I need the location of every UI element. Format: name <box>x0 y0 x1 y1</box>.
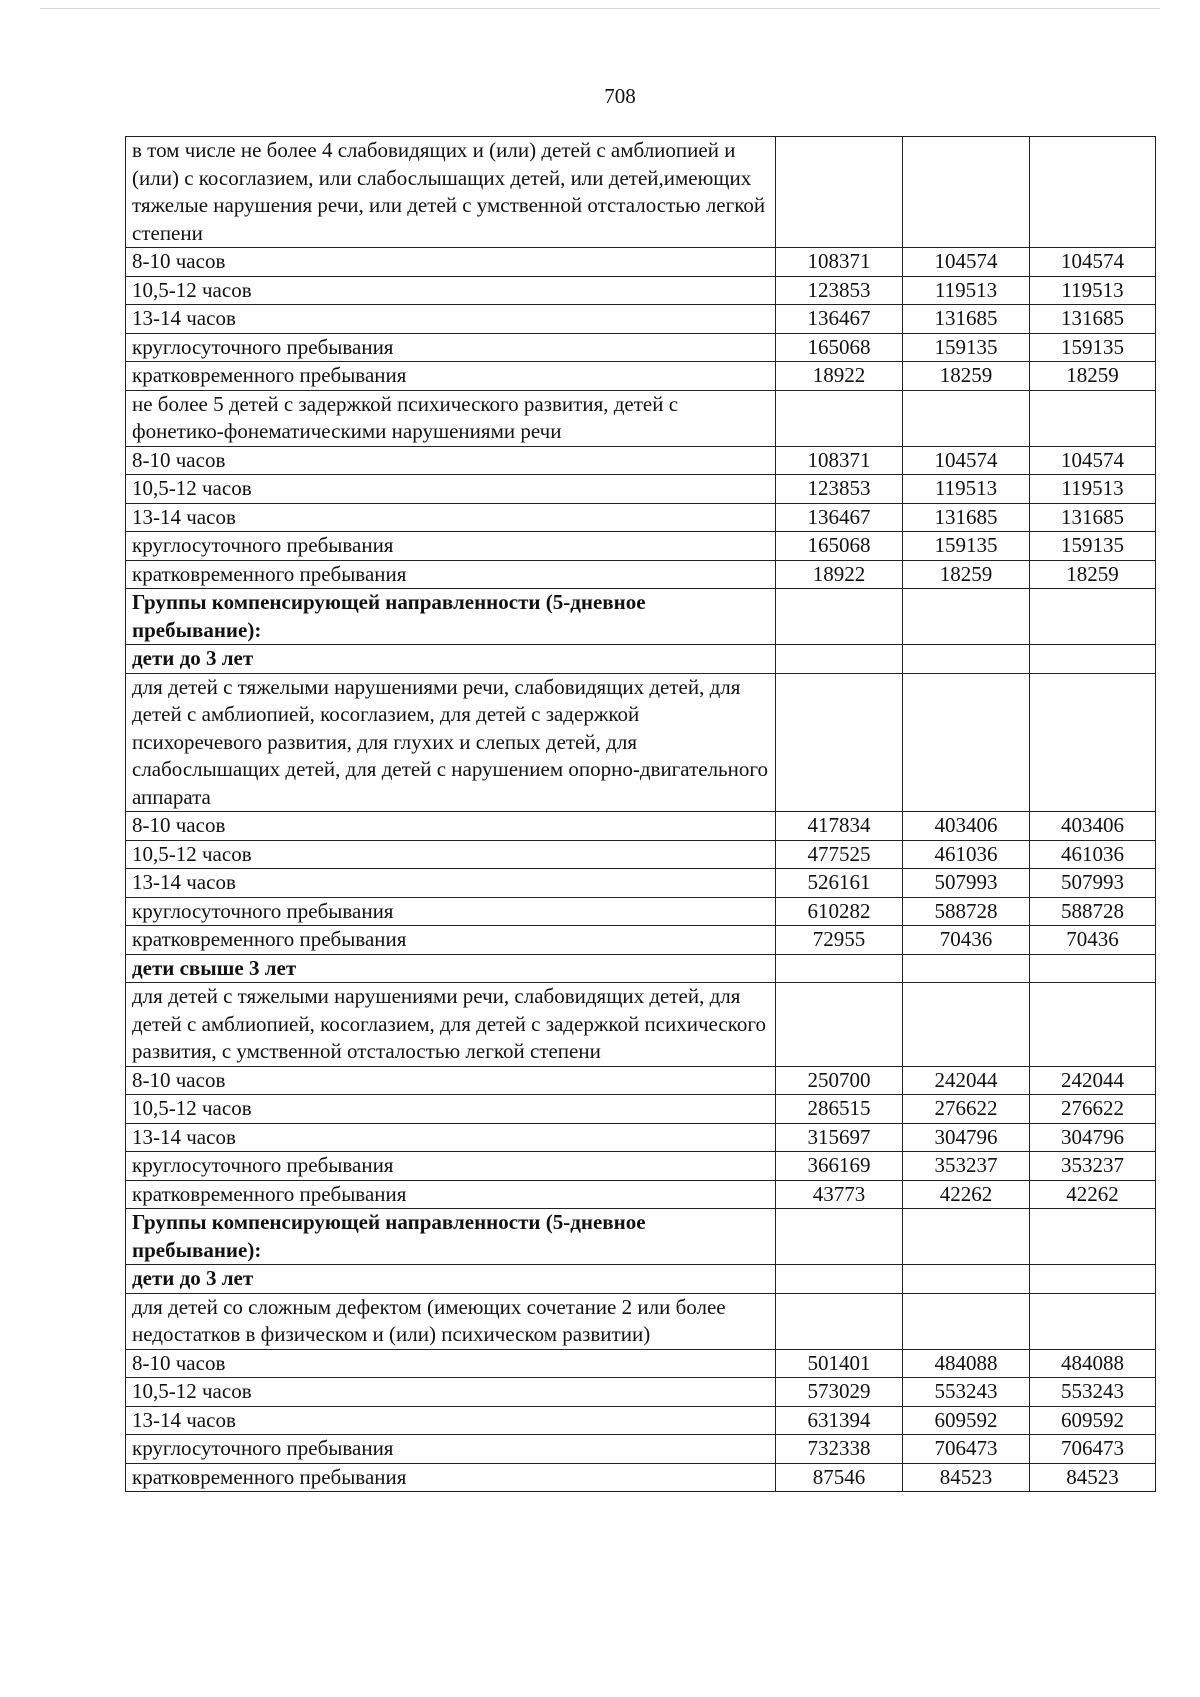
value-cell-col1 <box>776 390 903 446</box>
value-cell-col3: 461036 <box>1030 840 1156 869</box>
value-cell-col1 <box>776 1265 903 1294</box>
value-cell-col3 <box>1030 1265 1156 1294</box>
row-label-cell: 13-14 часов <box>126 305 776 334</box>
row-label-cell: 10,5-12 часов <box>126 1095 776 1124</box>
value-cell-col1: 573029 <box>776 1378 903 1407</box>
table-row <box>126 532 1156 561</box>
tariff-table <box>125 136 1156 1492</box>
value-cell-col2: 119513 <box>903 276 1030 305</box>
row-label-cell: кратковременного пребывания <box>126 362 776 391</box>
value-cell-col2: 706473 <box>903 1435 1030 1464</box>
section-heading-cell: дети до 3 лет <box>126 645 776 674</box>
value-cell-col2: 159135 <box>903 333 1030 362</box>
table-row <box>126 812 1156 841</box>
row-label-cell: кратковременного пребывания <box>126 1180 776 1209</box>
section-heading-cell: Группы компенсирующей направленности (5-дневное пребывание): <box>126 589 776 645</box>
value-cell-col3: 119513 <box>1030 475 1156 504</box>
value-cell-col2: 104574 <box>903 248 1030 277</box>
value-cell-col1: 18922 <box>776 560 903 589</box>
table-row <box>126 1435 1156 1464</box>
value-cell-col3: 484088 <box>1030 1349 1156 1378</box>
value-cell-col1 <box>776 1209 903 1265</box>
table-row <box>126 1066 1156 1095</box>
value-cell-col1: 123853 <box>776 475 903 504</box>
value-cell-col3: 159135 <box>1030 333 1156 362</box>
value-cell-col3: 70436 <box>1030 926 1156 955</box>
table-row <box>126 1378 1156 1407</box>
value-cell-col1: 72955 <box>776 926 903 955</box>
value-cell-col2: 403406 <box>903 812 1030 841</box>
table-row <box>126 1265 1156 1294</box>
table-row <box>126 1293 1156 1349</box>
value-cell-col1: 136467 <box>776 305 903 334</box>
row-label-cell: круглосуточного пребывания <box>126 1152 776 1181</box>
value-cell-col2: 484088 <box>903 1349 1030 1378</box>
row-label-cell: круглосуточного пребывания <box>126 897 776 926</box>
row-label-cell: 8-10 часов <box>126 248 776 277</box>
row-label-cell: 13-14 часов <box>126 1406 776 1435</box>
value-cell-col2: 304796 <box>903 1123 1030 1152</box>
table-row <box>126 983 1156 1067</box>
section-heading-cell: дети свыше 3 лет <box>126 954 776 983</box>
value-cell-col3: 706473 <box>1030 1435 1156 1464</box>
table-row <box>126 926 1156 955</box>
value-cell-col3 <box>1030 983 1156 1067</box>
value-cell-col2: 104574 <box>903 446 1030 475</box>
value-cell-col1: 165068 <box>776 532 903 561</box>
value-cell-col3 <box>1030 390 1156 446</box>
row-label-cell: круглосуточного пребывания <box>126 532 776 561</box>
value-cell-col3: 276622 <box>1030 1095 1156 1124</box>
value-cell-col3: 42262 <box>1030 1180 1156 1209</box>
row-label-cell: в том числе не более 4 слабовидящих и (или) детей с амблиопией и (или) с косоглазием, или слабослышащих детей, или детей,имеющих тяжелые нарушения речи, или детей с умственной отсталостью легкой степени <box>126 137 776 248</box>
table-row <box>126 673 1156 812</box>
value-cell-col1: 631394 <box>776 1406 903 1435</box>
value-cell-col2: 119513 <box>903 475 1030 504</box>
table-row <box>126 446 1156 475</box>
value-cell-col2: 131685 <box>903 503 1030 532</box>
table-row <box>126 954 1156 983</box>
row-label-cell: 10,5-12 часов <box>126 276 776 305</box>
table-row <box>126 645 1156 674</box>
value-cell-col3: 131685 <box>1030 503 1156 532</box>
value-cell-col2: 18259 <box>903 560 1030 589</box>
table-row <box>126 840 1156 869</box>
table-row <box>126 1180 1156 1209</box>
row-label-cell: кратковременного пребывания <box>126 560 776 589</box>
row-label-cell: круглосуточного пребывания <box>126 1435 776 1464</box>
value-cell-col2 <box>903 1265 1030 1294</box>
value-cell-col2 <box>903 1293 1030 1349</box>
value-cell-col1: 366169 <box>776 1152 903 1181</box>
value-cell-col2 <box>903 673 1030 812</box>
value-cell-col1: 136467 <box>776 503 903 532</box>
value-cell-col3: 84523 <box>1030 1463 1156 1492</box>
value-cell-col3: 304796 <box>1030 1123 1156 1152</box>
table-row <box>126 305 1156 334</box>
table-row <box>126 589 1156 645</box>
row-label-cell: 10,5-12 часов <box>126 840 776 869</box>
row-label-cell: 8-10 часов <box>126 446 776 475</box>
table-row <box>126 137 1156 248</box>
table-row <box>126 503 1156 532</box>
value-cell-col1: 123853 <box>776 276 903 305</box>
value-cell-col1: 87546 <box>776 1463 903 1492</box>
value-cell-col2 <box>903 1209 1030 1265</box>
value-cell-col1: 250700 <box>776 1066 903 1095</box>
value-cell-col2: 353237 <box>903 1152 1030 1181</box>
row-label-cell: 10,5-12 часов <box>126 475 776 504</box>
value-cell-col2 <box>903 589 1030 645</box>
value-cell-col1: 501401 <box>776 1349 903 1378</box>
section-heading-cell: Группы компенсирующей направленности (5-дневное пребывание): <box>126 1209 776 1265</box>
row-label-cell: 13-14 часов <box>126 1123 776 1152</box>
value-cell-col3: 104574 <box>1030 446 1156 475</box>
value-cell-col2: 507993 <box>903 869 1030 898</box>
table-row <box>126 1123 1156 1152</box>
value-cell-col1: 526161 <box>776 869 903 898</box>
value-cell-col1 <box>776 954 903 983</box>
value-cell-col2: 276622 <box>903 1095 1030 1124</box>
value-cell-col1 <box>776 983 903 1067</box>
value-cell-col2: 84523 <box>903 1463 1030 1492</box>
value-cell-col1: 417834 <box>776 812 903 841</box>
table-row <box>126 390 1156 446</box>
value-cell-col3: 507993 <box>1030 869 1156 898</box>
value-cell-col3 <box>1030 673 1156 812</box>
value-cell-col1: 732338 <box>776 1435 903 1464</box>
value-cell-col3: 18259 <box>1030 560 1156 589</box>
value-cell-col2 <box>903 390 1030 446</box>
value-cell-col1: 315697 <box>776 1123 903 1152</box>
value-cell-col3 <box>1030 1293 1156 1349</box>
value-cell-col1: 477525 <box>776 840 903 869</box>
value-cell-col3: 403406 <box>1030 812 1156 841</box>
value-cell-col2: 42262 <box>903 1180 1030 1209</box>
value-cell-col2: 609592 <box>903 1406 1030 1435</box>
row-label-cell: для детей со сложным дефектом (имеющих сочетание 2 или более недостатков в физическом и (или) психическом развитии) <box>126 1293 776 1349</box>
table-row <box>126 897 1156 926</box>
value-cell-col3: 609592 <box>1030 1406 1156 1435</box>
table-row <box>126 1095 1156 1124</box>
value-cell-col1: 286515 <box>776 1095 903 1124</box>
value-cell-col1 <box>776 673 903 812</box>
value-cell-col3 <box>1030 137 1156 248</box>
value-cell-col2: 70436 <box>903 926 1030 955</box>
value-cell-col2: 461036 <box>903 840 1030 869</box>
section-heading-cell: дети до 3 лет <box>126 1265 776 1294</box>
value-cell-col3: 119513 <box>1030 276 1156 305</box>
page-number: 708 <box>604 84 636 108</box>
row-label-cell: 8-10 часов <box>126 812 776 841</box>
table-row <box>126 1349 1156 1378</box>
table-row <box>126 1209 1156 1265</box>
value-cell-col1 <box>776 645 903 674</box>
table-row <box>126 333 1156 362</box>
table-row <box>126 1152 1156 1181</box>
value-cell-col1: 165068 <box>776 333 903 362</box>
value-cell-col3 <box>1030 1209 1156 1265</box>
row-label-cell: 13-14 часов <box>126 869 776 898</box>
value-cell-col1 <box>776 137 903 248</box>
value-cell-col1: 108371 <box>776 446 903 475</box>
row-label-cell: 8-10 часов <box>126 1349 776 1378</box>
table-row <box>126 869 1156 898</box>
value-cell-col1: 108371 <box>776 248 903 277</box>
row-label-cell: круглосуточного пребывания <box>126 333 776 362</box>
value-cell-col3: 553243 <box>1030 1378 1156 1407</box>
row-label-cell: 10,5-12 часов <box>126 1378 776 1407</box>
value-cell-col2: 553243 <box>903 1378 1030 1407</box>
value-cell-col3: 353237 <box>1030 1152 1156 1181</box>
value-cell-col3 <box>1030 954 1156 983</box>
table-row <box>126 1463 1156 1492</box>
value-cell-col3 <box>1030 645 1156 674</box>
value-cell-col1: 610282 <box>776 897 903 926</box>
row-label-cell: для детей с тяжелыми нарушениями речи, слабовидящих детей, для детей с амблиопией, косоглазием, для детей с задержкой психического развития, с умственной отсталостью легкой степени <box>126 983 776 1067</box>
table-row <box>126 560 1156 589</box>
value-cell-col2: 18259 <box>903 362 1030 391</box>
value-cell-col2 <box>903 954 1030 983</box>
table-body <box>126 137 1156 1492</box>
value-cell-col1 <box>776 1293 903 1349</box>
value-cell-col2: 242044 <box>903 1066 1030 1095</box>
value-cell-col1: 18922 <box>776 362 903 391</box>
value-cell-col3: 159135 <box>1030 532 1156 561</box>
value-cell-col2 <box>903 983 1030 1067</box>
row-label-cell: кратковременного пребывания <box>126 1463 776 1492</box>
value-cell-col3: 18259 <box>1030 362 1156 391</box>
table-row <box>126 1406 1156 1435</box>
value-cell-col3: 588728 <box>1030 897 1156 926</box>
value-cell-col2 <box>903 137 1030 248</box>
table-row <box>126 276 1156 305</box>
value-cell-col3: 242044 <box>1030 1066 1156 1095</box>
value-cell-col3 <box>1030 589 1156 645</box>
value-cell-col1: 43773 <box>776 1180 903 1209</box>
scan-artifact <box>40 8 1160 9</box>
value-cell-col3: 131685 <box>1030 305 1156 334</box>
value-cell-col1 <box>776 589 903 645</box>
table-row <box>126 248 1156 277</box>
row-label-cell: не более 5 детей с задержкой психического развития, детей с фонетико-фонематическими нарушениями речи <box>126 390 776 446</box>
value-cell-col2 <box>903 645 1030 674</box>
row-label-cell: 13-14 часов <box>126 503 776 532</box>
table-row <box>126 362 1156 391</box>
row-label-cell: 8-10 часов <box>126 1066 776 1095</box>
value-cell-col2: 588728 <box>903 897 1030 926</box>
value-cell-col2: 131685 <box>903 305 1030 334</box>
value-cell-col3: 104574 <box>1030 248 1156 277</box>
row-label-cell: для детей с тяжелыми нарушениями речи, слабовидящих детей, для детей с амблиопией, косоглазием, для детей с задержкой психоречевого развития, для глухих и слепых детей, для слабослышащих детей, для детей с нарушением опорно-двигательного аппарата <box>126 673 776 812</box>
row-label-cell: кратковременного пребывания <box>126 926 776 955</box>
value-cell-col2: 159135 <box>903 532 1030 561</box>
table-row <box>126 475 1156 504</box>
